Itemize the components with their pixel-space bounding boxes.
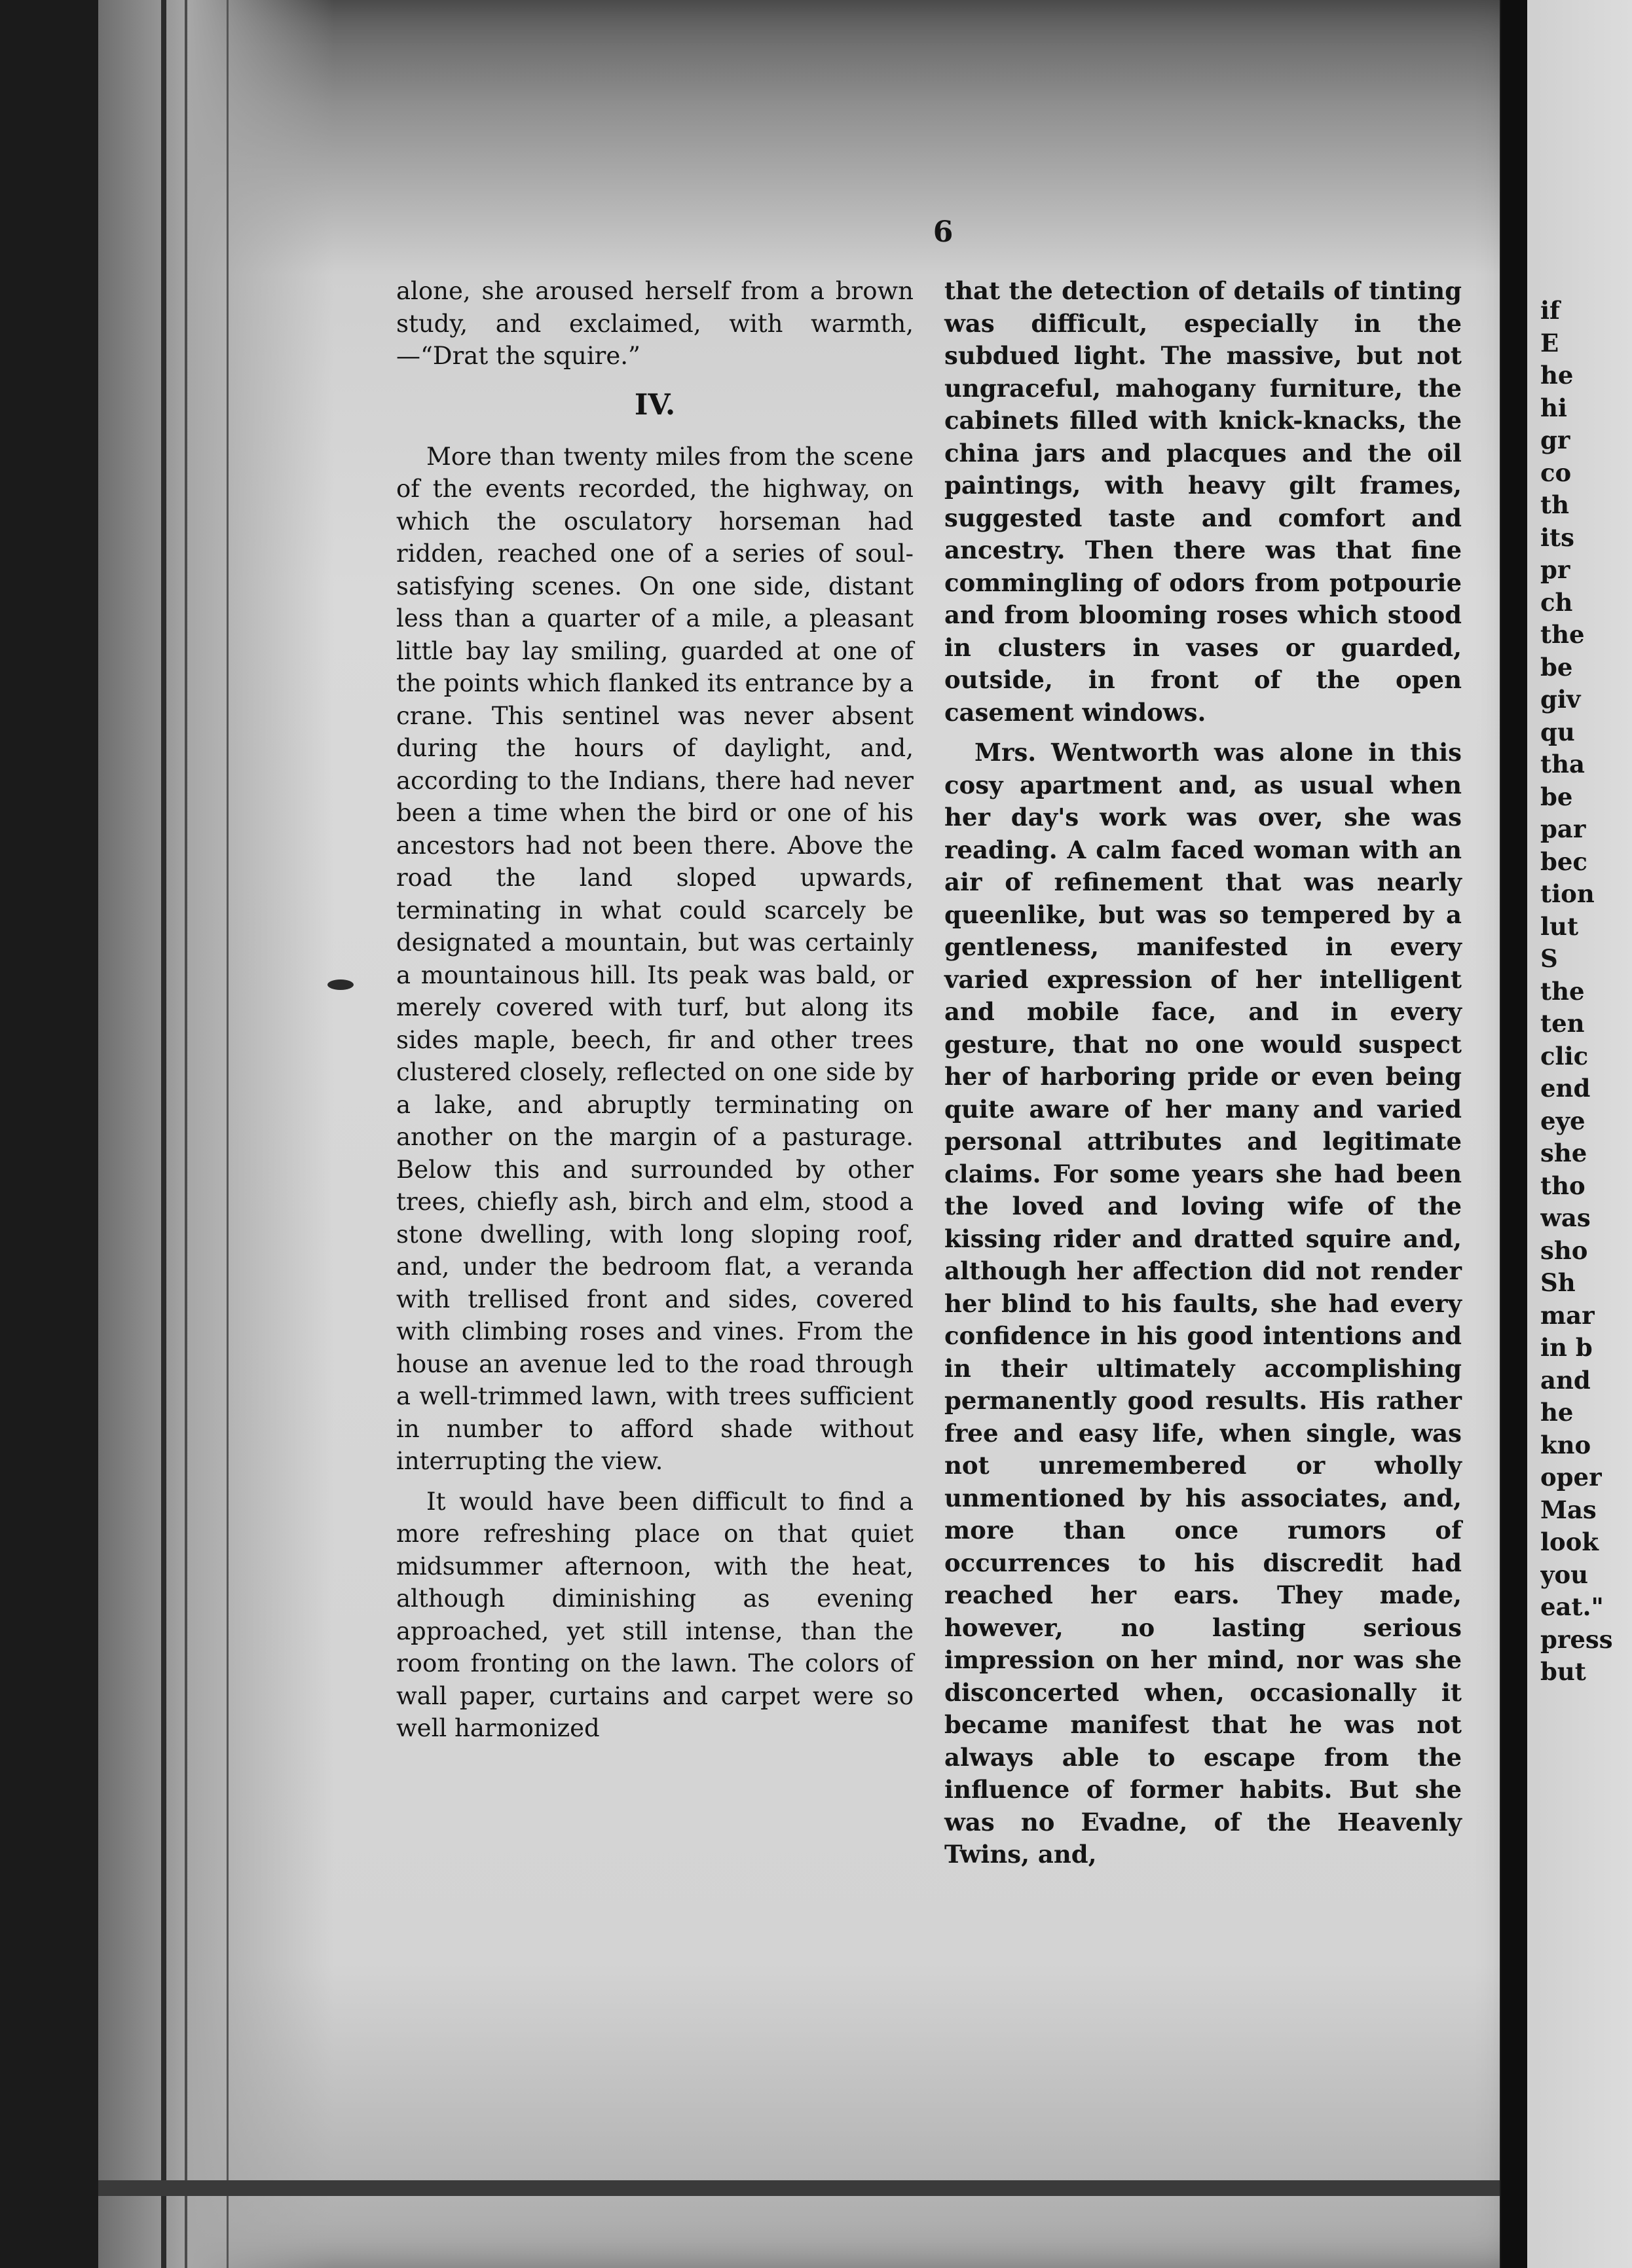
fragment-line: pr [1540, 555, 1570, 584]
paragraph: More than twenty miles from the scene of the events recorded, the highway, on which the osculatory horseman had ridden, reached one of a series of soul-satisfying scenes. On one side, distant less than a quarter of a mile, a pleasant little bay lay smiling, guarded at one of the points which flanked its entrance by a crane. This sentinel was never absent during the hours of daylight, and, according to the Indians, there had never been a time when the bird or one of his ancestors had not been there. Above the road the land sloped upwards, terminating in what could scarcely be designated a mountain, but was certainly a mountainous hill. Its peak was bald, or merely covered with turf, but along its sides maple, beech, fir and other trees clustered closely, reflected on one side by a lake, and abruptly terminating on another on the margin of a pasturage. Below this and surrounded by other trees, chiefly ash, birch and elm, stood a stone dwelling, with long sloping roof, and, under the bedroom flat, a veranda with trellised front and sides, covered with climbing roses and vines. From the house an avenue led to the road through a well-trimmed lawn, with trees sufficient in number to afford shade without interrupting the view. [396, 442, 914, 1475]
fragment-line: if [1540, 296, 1560, 325]
page-shadow [98, 0, 334, 2268]
fragment-line: she [1540, 1139, 1587, 1167]
fragment-line: Sh [1540, 1268, 1576, 1297]
fragment-line: tho [1540, 1171, 1586, 1200]
fragment-line: be [1540, 782, 1573, 811]
right-text-column [944, 275, 1462, 1879]
fragment-line: eat." [1540, 1592, 1604, 1621]
fragment-line: lut [1540, 911, 1579, 941]
fragment-line: sho [1540, 1235, 1588, 1265]
page-gutter [1501, 0, 1527, 2268]
fragment-line: press [1540, 1624, 1613, 1654]
fragment-line: co [1540, 458, 1572, 487]
fragment-line: its [1540, 522, 1574, 552]
fragment-line: be [1540, 652, 1573, 682]
fragment-line: you [1540, 1560, 1589, 1589]
fragment-line: in b [1540, 1333, 1593, 1362]
fragment-line: hi [1540, 393, 1567, 422]
fragment-line: tha [1540, 750, 1585, 778]
fragment-line: E [1540, 328, 1559, 357]
page-bottom-edge [98, 2180, 1500, 2196]
fragment-line: kno [1540, 1430, 1591, 1459]
page-number: 6 [933, 215, 954, 249]
fragment-line: he [1540, 1398, 1574, 1427]
fragment-line: end [1540, 1074, 1591, 1103]
fragment-line: oper [1540, 1463, 1602, 1491]
fragment-line: eye [1540, 1106, 1586, 1135]
fragment-line: ch [1540, 587, 1573, 617]
fragment-line: th [1540, 490, 1569, 519]
fold-line [185, 0, 187, 2268]
fragment-line: tion [1540, 879, 1595, 908]
fragment-line: ten [1540, 1009, 1585, 1038]
fragment-line: par [1540, 814, 1586, 843]
fragment-line: the [1540, 620, 1585, 649]
left-text-column [396, 275, 914, 1753]
fold-line [161, 0, 166, 2268]
fragment-line: S [1540, 944, 1558, 973]
fragment-line: he [1540, 361, 1574, 390]
fragment-line: qu [1540, 717, 1575, 746]
fragment-line: the [1540, 976, 1585, 1006]
adjacent-page-text-fragments [1540, 295, 1632, 1689]
fragment-line: clic [1540, 1041, 1589, 1070]
fragment-line: but [1540, 1657, 1586, 1686]
fragment-line: and [1540, 1365, 1591, 1395]
fragment-line: Mas [1540, 1495, 1597, 1524]
fragment-line: giv [1540, 685, 1581, 714]
paragraph: Mrs. Wentworth was alone in this cosy apartment and, as usual when her day's work was over, she was reading. A calm faced woman with an air of refinement that was nearly queenlike, but was so tempered by a gentleness, manifested in every varied expression of her intelligent and mobile face, and in every gesture, that no one would suspect her of harboring pride or even being quite aware of her many and varied personal attributes and legitimate claims. For some years she had been the loved and loving wife of the kissing rider and dratted squire and, although her affection did not render her blind to his faults, she had every confidence in his good intentions and in their ultimately accomplishing permanently good results. His rather free and easy life, when single, was not unremembered or wholly unmentioned by his associates, and, more than once rumors of occurrences to his discredit had reached her ears. They made, however, no lasting serious impression on her mind, nor was she disconcerted when, occasionally it became manifest that he was not always able to escape from the influence of former habits. But she was no Evadne, of the Heavenly Twins, and, [944, 738, 1462, 1869]
fragment-line: bec [1540, 847, 1587, 876]
intro-paragraph: alone, she aroused herself from a brown study, and exclaimed, with warmth,—“Drat the squire.” [396, 277, 914, 370]
fold-line [227, 0, 229, 2268]
ink-blot-mark [327, 979, 354, 990]
fragment-line: was [1540, 1203, 1591, 1232]
fragment-line: mar [1540, 1300, 1595, 1330]
paragraph: that the detection of details of tinting was difficult, especially in the subdued light. The massive, but not ungraceful, mahogany furniture, the cabinets filled with knick-knacks, the china jars and placques and the oil paintings, with heavy gilt frames, suggested taste and comfort and ancestry. Then there was that fine commingling of odors from potpourie and from blooming roses which stood in clusters in vases or guarded, outside, in front of the open casement windows. [944, 276, 1462, 727]
paragraph: It would have been difficult to find a more refreshing place on that quiet midsummer afternoon, with the heat, although diminishing as evening approached, yet still intense, than the room fronting on the lawn. The colors of wall paper, curtains and carpet were so well harmonized [396, 1487, 914, 1742]
section-heading: IV. [634, 388, 676, 422]
fragment-line: look [1540, 1527, 1599, 1556]
fragment-line: gr [1540, 426, 1570, 454]
